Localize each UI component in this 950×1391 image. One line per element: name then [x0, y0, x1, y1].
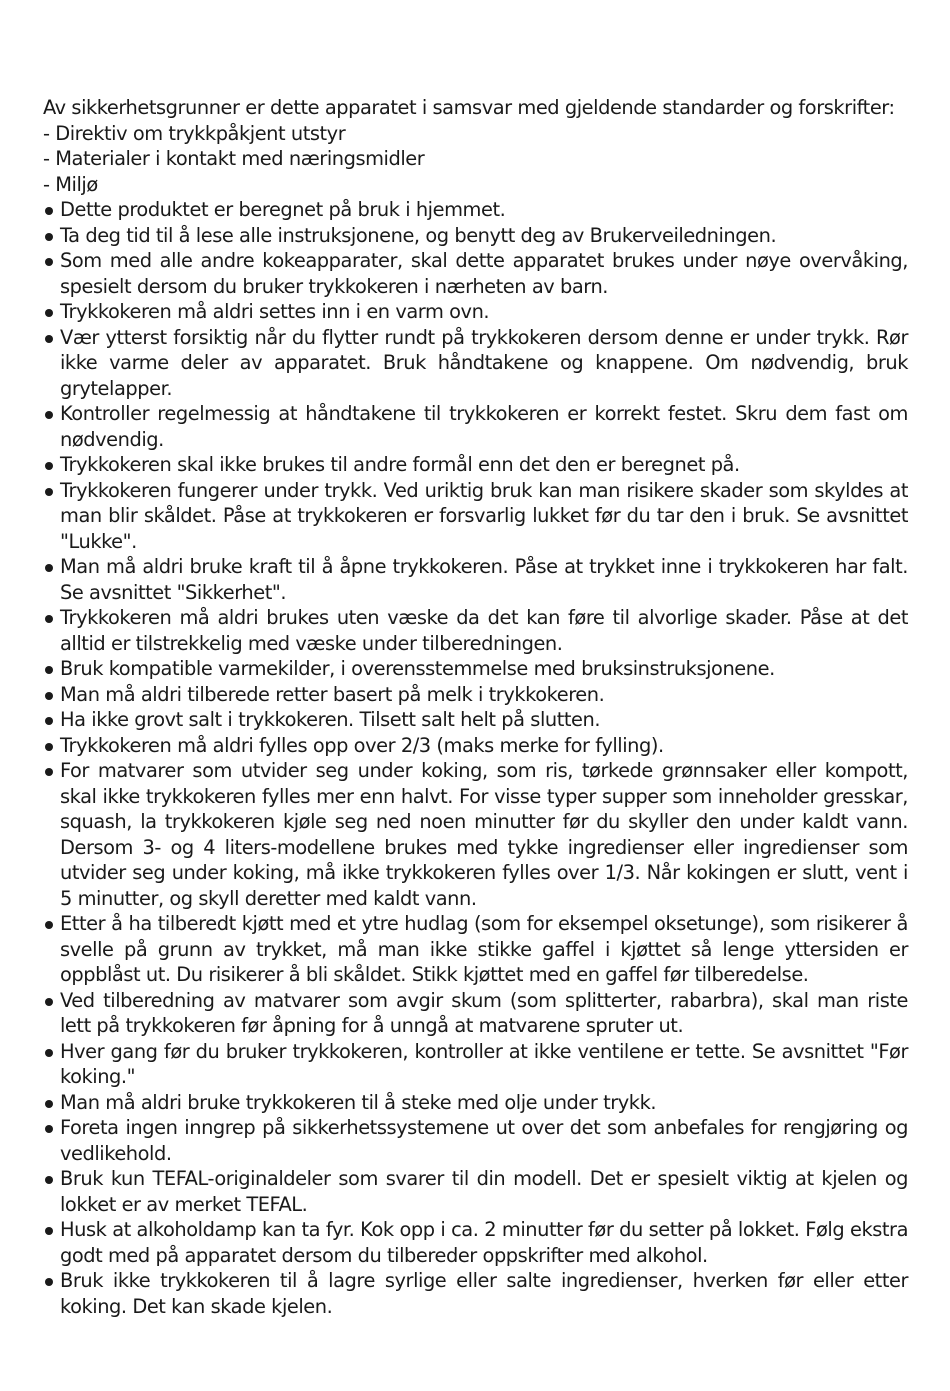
safety-bullet-item: Trykkokeren må aldri settes inn i en varm ovn.: [43, 299, 908, 325]
safety-bullet-item: Man må aldri bruke kraft til å åpne trykkokeren. Påse at trykket inne i trykkokeren har falt. Se avsnittet "Sikkerhet".: [43, 554, 908, 605]
safety-bullet-item: Vær ytterst forsiktig når du flytter rundt på trykkokeren dersom denne er under trykk. Rør ikke varme deler av apparatet. Bruk håndtakene og knappene. Om nødvendig, bruk grytelapper.: [43, 325, 908, 402]
safety-bullet-item: Trykkokeren skal ikke brukes til andre formål enn det den er beregnet på.: [43, 452, 908, 478]
safety-bullet-item: Husk at alkoholdamp kan ta fyr. Kok opp i ca. 2 minutter før du setter på lokket. Følg ekstra godt med på apparatet dersom du tilbereder oppskrifter med alkohol.: [43, 1217, 908, 1268]
safety-bullet-item: Ved tilberedning av matvarer som avgir skum (som splitterter, rabarbra), skal man riste lett på trykkokeren før åpning for å unngå at matvarene spruter ut.: [43, 988, 908, 1039]
safety-instructions-page: [43, 95, 908, 1319]
standard-item: - Materialer i kontakt med næringsmidler: [43, 147, 425, 170]
safety-bullet-item: Foreta ingen inngrep på sikkerhetssystemene ut over det som anbefales for rengjøring og vedlikehold.: [43, 1115, 908, 1166]
safety-bullet-item: Etter å ha tilberedt kjøtt med et ytre hudlag (som for eksempel oksetunge), som risikerer å svelle på grunn av trykket, må man ikke stikke gaffel i kjøttet så lenge yttersiden er oppblåst ut. Du risikerer å bli skåldet. Stikk kjøttet med en gaffel før tilberedelse.: [43, 911, 908, 988]
standard-item: - Miljø: [43, 172, 98, 196]
safety-bullet-item: Trykkokeren må aldri brukes uten væske da det kan føre til alvorlige skader. Påse at det alltid er tilstrekkelig med væske under tilberedningen.: [43, 605, 908, 656]
safety-bullet-item: Trykkokeren fungerer under trykk. Ved uriktig bruk kan man risikere skader som skyldes at man blir skåldet. Påse at trykkokeren er forsvarlig lukket før du tar den i bruk. Se avsnittet "Lukke".: [43, 478, 908, 555]
safety-bullet-item: Trykkokeren må aldri fylles opp over 2/3 (maks merke for fylling).: [43, 733, 908, 759]
safety-bullet-item: Hver gang før du bruker trykkokeren, kontroller at ikke ventilene er tette. Se avsnittet "Før koking.": [43, 1039, 908, 1090]
safety-bullet-item: Kontroller regelmessig at håndtakene til trykkokeren er korrekt festet. Skru dem fast om nødvendig.: [43, 401, 908, 452]
safety-bullet-item: Man må aldri bruke trykkokeren til å steke med olje under trykk.: [43, 1090, 908, 1116]
safety-bullet-item: Dette produktet er beregnet på bruk i hjemmet.: [43, 197, 908, 223]
safety-bullet-item: Ta deg tid til å lese alle instruksjonene, og benytt deg av Brukerveiledningen.: [43, 223, 908, 249]
safety-bullet-item: Bruk kompatible varmekilder, i overensstemmelse med bruksinstruksjonene.: [43, 656, 908, 682]
standards-list: [43, 121, 908, 198]
safety-bullet-item: Bruk ikke trykkokeren til å lagre syrlige eller salte ingredienser, hverken før eller etter koking. Det kan skade kjelen.: [43, 1268, 908, 1319]
safety-bullet-item: For matvarer som utvider seg under koking, som ris, tørkede grønnsaker eller kompott, skal ikke trykkokeren fylles mer enn halvt. For visse typer supper som inneholder gresskar, squash, la trykkokeren kjøle seg ned noen minutter før du skyller den under kaldt vann. Dersom 3- og 4 liters-modellene brukes med tykke ingredienser eller ingredienser som utvider seg under koking, må ikke trykkokeren fylles over 1/3. Når kokingen er slutt, vent i 5 minutter, og skyll deretter med kaldt vann.: [43, 758, 908, 911]
intro-paragraph: Av sikkerhetsgrunner er dette apparatet i samsvar med gjeldende standarder og forskrifter:: [43, 96, 895, 119]
safety-bullet-item: Bruk kun TEFAL-originaldeler som svarer til din modell. Det er spesielt viktig at kjelen og lokket er av merket TEFAL.: [43, 1166, 908, 1217]
safety-bullet-item: Ha ikke grovt salt i trykkokeren. Tilsett salt helt på slutten.: [43, 707, 908, 733]
safety-bullet-list: [43, 197, 908, 1319]
safety-bullet-item: Man må aldri tilberede retter basert på melk i trykkokeren.: [43, 682, 908, 708]
safety-bullet-item: Som med alle andre kokeapparater, skal dette apparatet brukes under nøye overvåking, spesielt dersom du bruker trykkokeren i nærheten av barn.: [43, 248, 908, 299]
standard-item: - Direktiv om trykkpåkjent utstyr: [43, 121, 346, 145]
